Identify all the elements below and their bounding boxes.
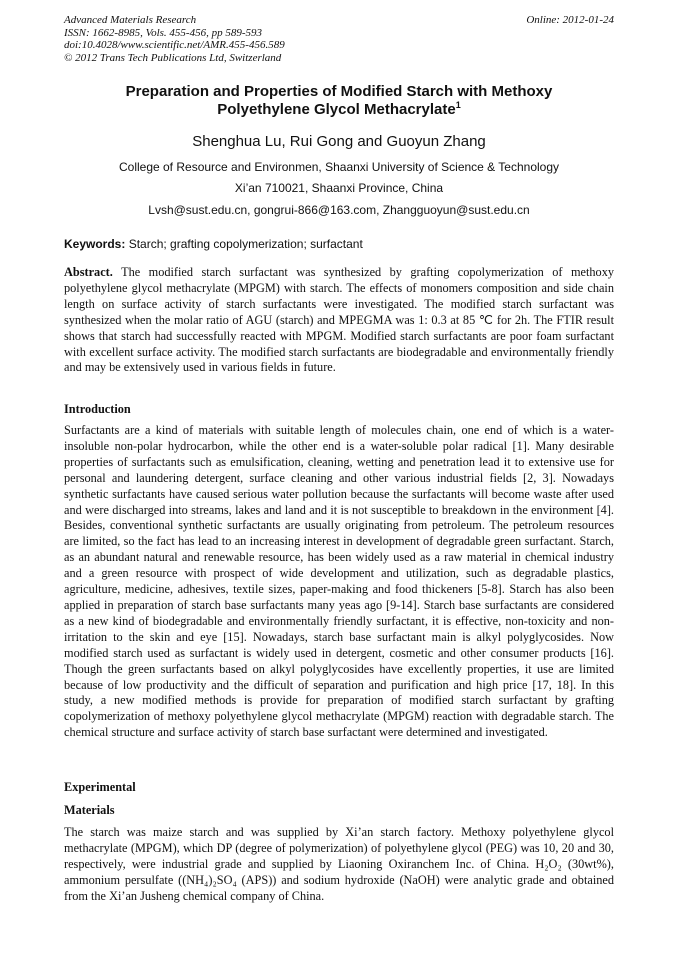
online-date: Online: 2012-01-24 xyxy=(526,14,614,26)
introduction-text: Surfactants are a kind of materials with suitable length of molecules chain, one end of which is a water-insoluble non-polar hydrocarbon, while the other end is a water-soluble polar radical [1]. Many desirable properties of surfactants such as emulsification, cleaning, wetting and penetration lead it to extensive use for personal and laundering detergent, surface cleaning and other various industrial fields [2, 3]. Nowadays synthetic surfactants have caused serious water pollution because the surfactants will become waste after used and were discharged into streams, lakes and land and it is not susceptible to breakdown in the environment [4]. Besides, conventional synthetic surfactants are usually originating from petroleum. The petroleum resources are limited, so the fact has lead to an increasing interest in development of degradable green surfactant. Starch, as an abundant natural and renewable resource, has been widely used as a raw material in chemical industry and a green resource with prospect of wide development and utilization, such as degradable plastics, agriculture, medicine, adhesives, textile sizes, paper-making and food thickeners [5-8]. Starch has also been applied in preparation of starch base surfactants many yeas ago [9-14]. Starch base surfactants are considered as a new kind of biodegradable and environmentally friendly surfactant, it is effective, non-toxicity and non-irritation to the skin and eye [15]. Nowadays, starch base surfactant main is alkyl polyglycosides. Now modified starch used as surfactant is widely used in detergent, cosmetic and other consumer products [16]. Though the green surfactants based on alkyl polyglycosides have excellently properties, it use are limited because of low productivity and the difficult of separation and purification and high price [17, 18]. In this study, a new modified methods is provide for preparation of modified starch surfactant by grafting copolymerization of methoxy polyethylene glycol methacrylate (MPGM) reaction with degradable starch. The chemical structure and surface activity of starch base surfactant were determined and investigated. xyxy=(64,423,614,740)
journal-name: Advanced Materials Research xyxy=(64,14,197,26)
affiliation-line-2: Xi’an 710021, Shaanxi Province, China xyxy=(234,181,444,195)
author-emails: Lvsh@sust.edu.cn, gongrui-866@163.com, Zhangguoyun@sust.edu.cn xyxy=(148,203,530,217)
abstract xyxy=(64,265,614,376)
experimental-heading: Experimental xyxy=(64,780,136,794)
title-line-2-text: Polyethylene Glycol Methacrylate xyxy=(217,101,456,118)
author-list: Shenghua Lu, Rui Gong and Guoyun Zhang xyxy=(192,133,486,150)
journal-issn: ISSN: 1662-8985, Vols. 455-456, pp 589-593 xyxy=(64,26,262,39)
materials-text-1: The starch was maize starch and was supplied by Xi’an starch factory. Methoxy polyethylene glycol methacrylate (MPGM), which DP (degree of polymerization) of polyethylene glycol (PEG) was 10, 20 and 30, respectively, were industrial grade and supplied by Liaoning Oxiranchem Inc. of China. xyxy=(64,825,614,871)
materials-heading: Materials xyxy=(64,803,115,817)
h2o2-formula: H₂O₂ xyxy=(535,856,562,871)
materials-text-2: (30wt%), ammonium persulfate ((NH₄)₂SO₄ (APS)) and sodium hydroxide (NaOH) were analytic grade and obtained from the Xi’an Jusheng chemical company of China. xyxy=(64,856,614,903)
abstract-text: The modified starch surfactant was synthesized by grafting copolymerization of methoxy polyethylene glycol methacrylate (MPGM) with starch. The effects of monomers composition and side chain length on surface activity of starch surfactants were investigated. The modified starch surfactant was synthesized when the molar ratio of AGU (starch) and MPEGMA was 1: 0.3 at 85 ℃ for 2h. The FTIR result shows that starch had successfully reacted with MPGM. Modified starch surfactants are poor foam surfactant with excellent surface activity. The modified starch surfactants are biodegradable and environmentally friendly and may be extensively used in various fields in future. xyxy=(64,265,614,375)
affiliation-line-1: College of Resource and Environmen, Shaanxi University of Science & Technology xyxy=(118,160,560,174)
keywords-label: Keywords: xyxy=(64,237,126,251)
paper-title xyxy=(64,83,614,119)
journal-header xyxy=(64,14,285,64)
keywords xyxy=(64,237,363,251)
title-line-2 xyxy=(64,101,614,119)
title-line-1: Preparation and Properties of Modified Starch with Methoxy xyxy=(125,83,553,100)
introduction-heading: Introduction xyxy=(64,402,131,416)
abstract-label: Abstract. xyxy=(64,265,113,279)
keywords-text: Starch; grafting copolymerization; surfactant xyxy=(125,237,363,251)
journal-copyright: © 2012 Trans Tech Publications Ltd, Switzerland xyxy=(64,51,282,64)
materials-body xyxy=(64,825,614,905)
introduction-body xyxy=(64,423,614,741)
journal-doi: doi:10.4028/www.scientific.net/AMR.455-456.589 xyxy=(64,39,285,51)
title-footnote-mark: 1 xyxy=(455,100,461,110)
